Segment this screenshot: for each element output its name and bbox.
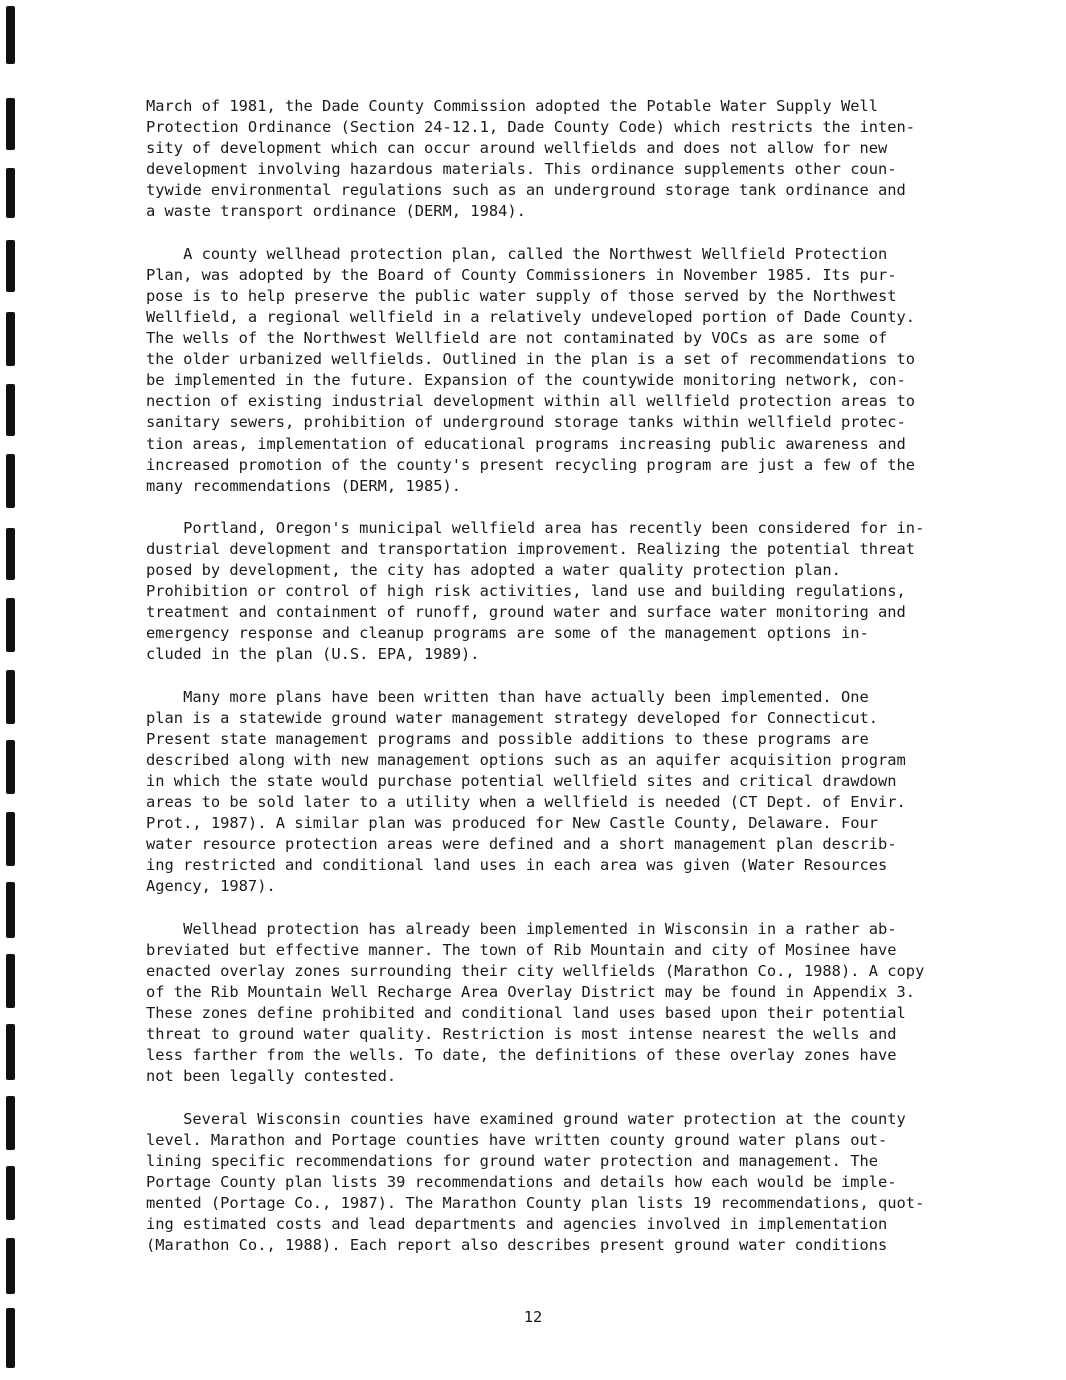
text-line: A county wellhead protection plan, called the Northwest Wellfield Protection [146,244,888,263]
text-line: Portage County plan lists 39 recommendations and details how each would be imple- [146,1172,897,1191]
paragraph-connecticut-delaware [146,687,926,898]
text-line: tywide environmental regulations such as an underground storage tank ordinance and [146,181,906,200]
binding-mark [6,812,15,866]
text-line: plan is a statewide ground water management strategy developed for Connecticut. [146,708,879,727]
text-line: of the Rib Mountain Well Recharge Area Overlay District may be found in Appendix 3. [146,982,916,1001]
binding-mark [6,882,15,938]
binding-mark [6,670,15,724]
text-line: tion areas, implementation of educational programs increasing public awareness and [146,434,906,453]
text-line: breviated but effective manner. The town of Rib Mountain and city of Mosinee have [146,940,897,959]
paragraph-wisconsin-counties [146,1109,926,1257]
text-line: The wells of the Northwest Wellfield are not contaminated by VOCs as are some of [146,329,888,348]
text-line: sity of development which can occur around wellfields and does not allow for new [146,139,888,158]
text-line: Agency, 1987). [146,877,276,896]
paragraph-dade-ordinance [146,96,926,223]
text-line: posed by development, the city has adopted a water quality protection plan. [146,561,841,580]
binding-mark [6,384,15,436]
text-line: Many more plans have been written than have actually been implemented. One [146,687,869,706]
text-line: lining specific recommendations for ground water protection and management. The [146,1151,879,1170]
binding-mark [6,98,15,150]
binding-mark [6,312,15,366]
text-line: ing restricted and conditional land uses in each area was given (Water Resources [146,856,888,875]
text-line: threat to ground water quality. Restriction is most intense nearest the wells and [146,1025,897,1044]
binding-mark [6,168,15,218]
text-line: in which the state would purchase potential wellfield sites and critical drawdown [146,772,897,790]
text-line: described along with new management options such as an aquifer acquisition program [146,750,906,769]
text-line: Prot., 1987). A similar plan was produced for New Castle County, Delaware. Four [146,814,879,833]
binding-mark [6,528,15,580]
binding-mark [6,1238,15,1294]
text-line: be implemented in the future. Expansion of the countywide monitoring network, con- [146,371,906,390]
text-line: enacted overlay zones surrounding their city wellfields (Marathon Co., 1988). A copy [146,961,925,980]
text-line: water resource protection areas were defined and a short management plan describ- [146,835,897,854]
text-line: emergency response and cleanup programs are some of the management options in- [146,624,869,643]
paragraph-northwest-wellfield [146,244,926,497]
text-line: Present state management programs and possible additions to these programs are [146,729,869,748]
text-line: development involving hazardous materials. This ordinance supplements other coun- [146,160,897,179]
text-line: March of 1981, the Dade County Commission adopted the Potable Water Supply Well [146,97,879,115]
text-line: treatment and containment of runoff, ground water and surface water monitoring and [146,603,906,622]
binding-mark [6,1096,15,1150]
text-line: many recommendations (DERM, 1985). [146,476,462,495]
text-line: cluded in the plan (U.S. EPA, 1989). [146,645,480,664]
text-line: Protection Ordinance (Section 24-12.1, Dade County Code) which restricts the inten- [146,118,916,137]
text-line: Prohibition or control of high risk activities, land use and building regulations, [146,582,906,601]
text-line: pose is to help preserve the public water supply of those served by the Northwest [146,286,897,305]
binding-edge-marks [0,0,24,1380]
paragraph-wisconsin-wellhead [146,919,926,1088]
text-line: Wellfield, a regional wellfield in a relatively undeveloped portion of Dade County. [146,307,916,326]
text-line: (Marathon Co., 1988). Each report also describes present ground water conditions [146,1236,888,1255]
binding-mark [6,454,15,508]
body-text [146,96,926,1277]
text-line: These zones define prohibited and conditional land uses based upon their potential [146,1004,906,1023]
binding-mark [6,1024,15,1080]
binding-mark [6,240,15,292]
text-line: not been legally contested. [146,1067,397,1086]
text-line: Several Wisconsin counties have examined ground water protection at the county [146,1109,906,1128]
text-line: ing estimated costs and lead departments and agencies involved in implementation [146,1214,888,1233]
text-line: the older urbanized wellfields. Outlined in the plan is a set of recommendations to [146,350,916,369]
binding-mark [6,740,15,794]
page-number: 12 [523,1308,543,1326]
binding-mark [6,6,15,64]
text-line: less farther from the wells. To date, the definitions of these overlay zones have [146,1046,897,1065]
paragraph-portland [146,518,926,666]
binding-mark [6,1166,15,1220]
text-line: areas to be sold later to a utility when a wellfield is needed (CT Dept. of Envir. [146,793,906,812]
text-line: sanitary sewers, prohibition of underground storage tanks within wellfield protec- [146,413,906,432]
text-line: Wellhead protection has already been implemented in Wisconsin in a rather ab- [146,919,897,938]
text-line: increased promotion of the county's present recycling program are just a few of the [146,455,916,474]
text-line: mented (Portage Co., 1987). The Marathon County plan lists 19 recommendations, quot- [146,1193,925,1212]
text-line: nection of existing industrial development within all wellfield protection areas to [146,392,916,411]
text-line: Plan, was adopted by the Board of County Commissioners in November 1985. Its pur- [146,265,897,284]
text-line: dustrial development and transportation improvement. Realizing the potential threat [146,539,916,558]
binding-mark [6,598,15,652]
text-line: a waste transport ordinance (DERM, 1984). [146,202,526,221]
text-line: Portland, Oregon's municipal wellfield area has recently been considered for in- [146,518,925,537]
binding-mark [6,954,15,1008]
text-line: level. Marathon and Portage counties have written county ground water plans out- [146,1130,888,1149]
